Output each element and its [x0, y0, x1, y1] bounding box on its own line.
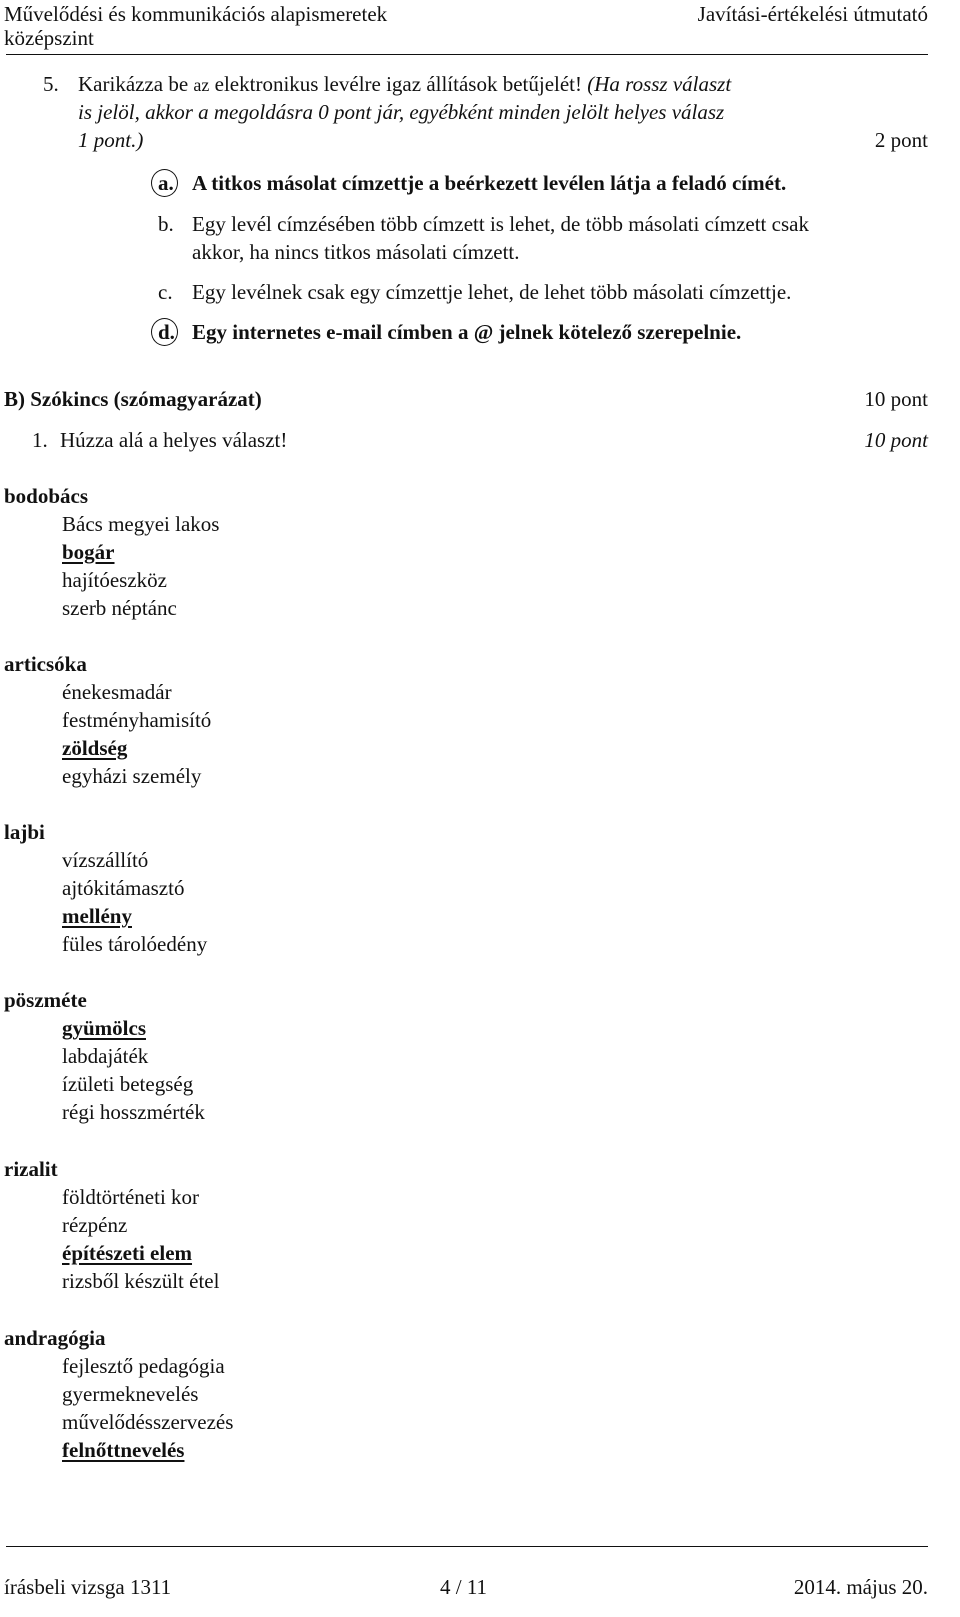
selection-circle-icon	[151, 169, 178, 197]
q5-option-a-letter: a.	[158, 171, 174, 196]
q5-note-line2: is jelöl, akkor a megoldásra 0 pont jár, egyébként minden jelölt helyes válasz	[78, 100, 725, 124]
footer-page-number: 4 / 11	[440, 1575, 488, 1599]
vocab-option: régi hosszmérték	[62, 1100, 205, 1124]
q5-points: 2 pont	[874, 128, 928, 152]
section-b-points: 10 pont	[864, 387, 928, 411]
vocab-option: rézpénz	[62, 1213, 128, 1237]
q5-instruction: Karikázza be az elektronikus levélre igaz állítások betűjelét! (Ha rossz választ	[78, 72, 732, 96]
footer-rule	[6, 1546, 928, 1547]
q5-note-line3: 1 pont.)	[78, 128, 144, 152]
header-subject: Művelődési és kommunikációs alapismeretek	[4, 2, 388, 26]
vocab-option: művelődésszervezés	[62, 1410, 234, 1434]
vocab-word: bodobács	[4, 484, 89, 508]
vocab-option: hajítóeszköz	[62, 568, 167, 592]
q5-option-b-letter: b.	[158, 212, 174, 236]
vocab-option: gyermeknevelés	[62, 1382, 199, 1406]
task-number: 1.	[32, 428, 48, 452]
selection-circle-icon	[151, 318, 178, 346]
vocab-option: szerb néptánc	[62, 596, 177, 620]
q5-option-d-letter: d.	[158, 320, 175, 345]
vocab-option: egyházi személy	[62, 764, 202, 788]
footer-date: 2014. május 20.	[793, 1575, 928, 1599]
vocab-option-correct: felnőttnevelés	[62, 1438, 185, 1462]
q5-option-b-text-line2: akkor, ha nincs titkos másolati címzett.	[192, 240, 520, 264]
q5-option-c-text: Egy levélnek csak egy címzettje lehet, de lehet több másolati címzettje.	[192, 280, 792, 304]
vocab-option: rizsből készült étel	[62, 1269, 220, 1293]
vocab-option: ízületi betegség	[62, 1072, 194, 1096]
q5-number: 5.	[43, 72, 59, 96]
footer-exam-code: írásbeli vizsga 1311	[4, 1575, 172, 1599]
vocab-word: rizalit	[4, 1157, 58, 1181]
vocab-option-correct: mellény	[62, 904, 132, 928]
q5-option-d-text: Egy internetes e-mail címben a @ jelnek kötelező szerepelnie.	[192, 320, 742, 344]
vocab-option: ajtókitámasztó	[62, 876, 185, 900]
vocab-option-correct: zöldség	[62, 736, 128, 760]
q5-option-c-letter: c.	[158, 280, 173, 304]
vocab-option-correct: építészeti elem	[62, 1241, 193, 1265]
vocab-option: festményhamisító	[62, 708, 212, 732]
vocab-option: fejlesztő pedagógia	[62, 1354, 225, 1378]
vocab-word: andragógia	[4, 1326, 106, 1350]
vocab-option: földtörténeti kor	[62, 1185, 200, 1209]
vocab-option: vízszállító	[62, 848, 149, 872]
header-level: középszint	[4, 26, 94, 50]
vocab-word: lajbi	[4, 820, 45, 844]
task-points: 10 pont	[864, 428, 928, 452]
vocab-word: articsóka	[4, 652, 87, 676]
vocab-option: labdajáték	[62, 1044, 149, 1068]
vocab-word: pöszméte	[4, 988, 87, 1012]
q5-option-b-text: Egy levél címzésében több címzett is lehet, de több másolati címzett csak	[192, 212, 809, 236]
header-rule	[6, 54, 928, 55]
header-doc-type: Javítási-értékelési útmutató	[697, 2, 928, 26]
vocab-option: füles tárolóedény	[62, 932, 208, 956]
vocab-option: Bács megyei lakos	[62, 512, 220, 536]
q5-option-a-text: A titkos másolat címzettje a beérkezett levélen látja a feladó címét.	[192, 171, 787, 195]
section-b-title: B) Szókincs (szómagyarázat)	[4, 387, 262, 411]
vocab-option: énekesmadár	[62, 680, 172, 704]
vocab-option-correct: gyümölcs	[62, 1016, 146, 1040]
task-instruction: Húzza alá a helyes választ!	[60, 428, 288, 452]
vocab-option-correct: bogár	[62, 540, 115, 564]
